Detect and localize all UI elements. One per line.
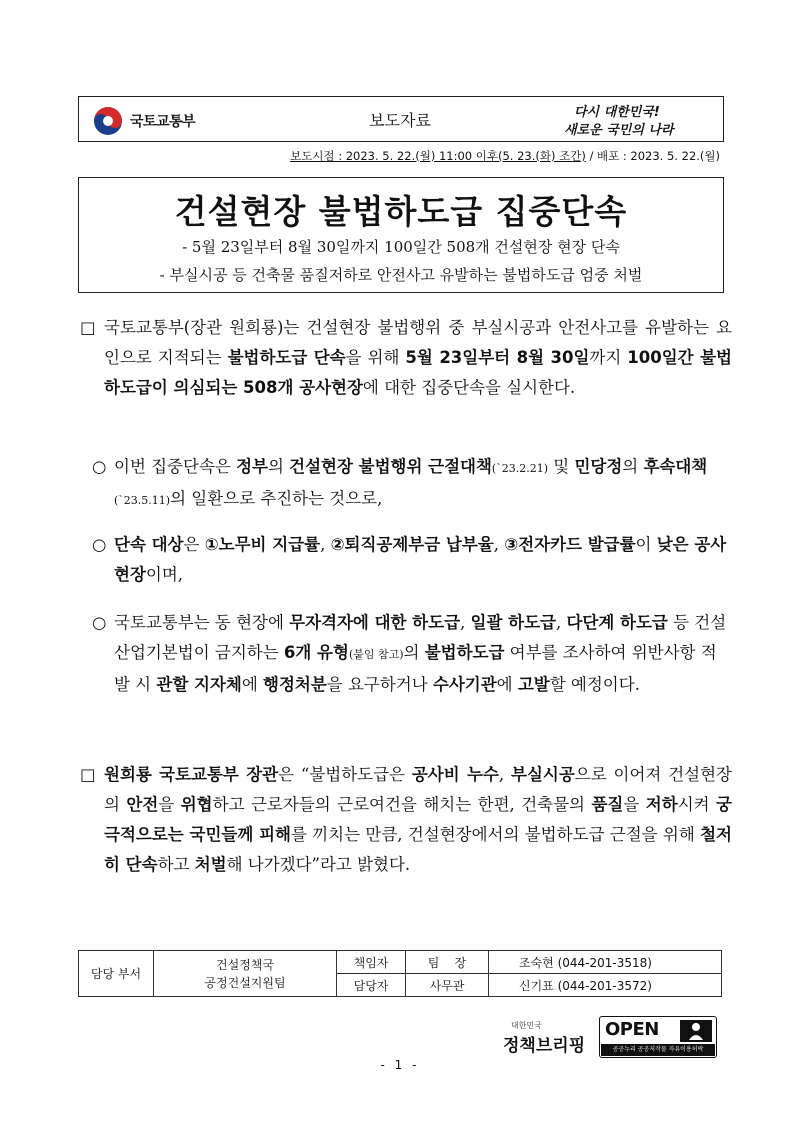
person-staff: 신기표 (044-201-3572) xyxy=(489,974,722,997)
paragraph-2: □ 원희룡 국토교통부 장관은 “불법하도급은 공사비 누수, 부실시공으로 이어져 건설현장의 안전을 위협하고 근로자들의 근로여건을 해치는 한편, 건축물의 품질을 저하시켜 궁극적으로는 국민들께 피해를 끼치는 만큼, 건설현장에서의 불법하도급 근절을 위해 철저히 단속하고 처벌해 나가겠다”라고 밝혔다. xyxy=(80,760,732,880)
ministry-name: 국토교통부 xyxy=(130,114,196,130)
circle-bullet: ○ xyxy=(92,613,107,632)
svg-text:다시 대한민국!: 다시 대한민국! xyxy=(574,105,660,120)
sub-paragraph-2: ○ 단속 대상은 ①노무비 지급률, ②퇴직공제부금 납부율, ③전자카드 발급률이 낮은 공사현장이며, xyxy=(92,530,732,590)
svg-text:대한민국: 대한민국 xyxy=(511,1021,542,1030)
role-staff: 담당자 xyxy=(337,974,406,997)
sub-paragraph-3: ○ 국토교통부는 동 현장에 무자격자에 대한 하도급, 일괄 하도급, 다단계 하도급 등 건설산업기본법이 금지하는 6개 유형(붙임 참고)의 불법하도급 여부를 조사하여 위반사항 적발 시 관할 지자체에 행정처분을 요구하거나 수사기관에 고발할 예정이다. xyxy=(92,608,732,700)
person-lead: 조숙현 (044-201-3518) xyxy=(489,951,722,974)
dept-label: 담당 부서 xyxy=(79,951,154,997)
box-bullet: □ xyxy=(80,318,96,337)
doc-type: 보도자료 xyxy=(369,111,431,130)
policy-briefing-logo xyxy=(503,1017,593,1057)
title-staff: 사무관 xyxy=(406,974,489,997)
contact-table xyxy=(78,950,722,997)
page-number: - 1 - xyxy=(380,1058,420,1072)
taegeuk-icon xyxy=(92,105,124,137)
svg-text:새로운 국민의 나라: 새로운 국민의 나라 xyxy=(564,123,674,138)
headline: 건설현장 불법하도급 집중단속 xyxy=(174,192,628,231)
distribution-date: / 배포 : 2023. 5. 22.(월) xyxy=(585,149,720,163)
open-wordmark: OPEN xyxy=(605,1019,659,1040)
sub-paragraph-1: ○ 이번 집중단속은 정부의 건설현장 불법행위 근절대책(`23.2.21) 및 민당정의 후속대책(`23.5.11)의 일환으로 추진하는 것으로, xyxy=(92,452,732,516)
slogan-handwriting xyxy=(560,101,710,139)
kogl-caption: 공공누리 공공저작물 자유이용허락 xyxy=(601,1044,715,1056)
title-lead: 팀 장 xyxy=(406,951,489,974)
embargo-text: 보도시점 : 2023. 5. 22.(월) 11:00 이후(5. 23.(화) 조간) xyxy=(290,149,586,163)
circle-bullet: ○ xyxy=(92,457,107,476)
svg-text:정책브리핑: 정책브리핑 xyxy=(503,1036,586,1056)
ministry-logo xyxy=(92,104,252,138)
paragraph-1: □ 국토교통부(장관 원희룡)는 건설현장 불법행위 중 부실시공과 안전사고를 유발하는 요인으로 지적되는 불법하도급 단속을 위해 5월 23일부터 8월 30일까지 100일간 불법하도급이 의심되는 508개 공사현장에 대한 집중단속을 실시한다. xyxy=(80,313,732,403)
role-lead: 책임자 xyxy=(337,951,406,974)
release-timing xyxy=(150,148,720,164)
subtitle-1: - 5월 23일부터 8월 30일까지 100일간 508개 건설현장 현장 단속 xyxy=(182,238,620,256)
circle-bullet: ○ xyxy=(92,535,107,554)
person-icon xyxy=(680,1020,712,1042)
subtitle-2: - 부실시공 등 건축물 품질저하로 안전사고 유발하는 불법하도급 엄중 처벌 xyxy=(159,266,643,284)
dept-name: 건설정책국 공정건설지원팀 xyxy=(154,951,337,997)
box-bullet: □ xyxy=(80,765,96,784)
